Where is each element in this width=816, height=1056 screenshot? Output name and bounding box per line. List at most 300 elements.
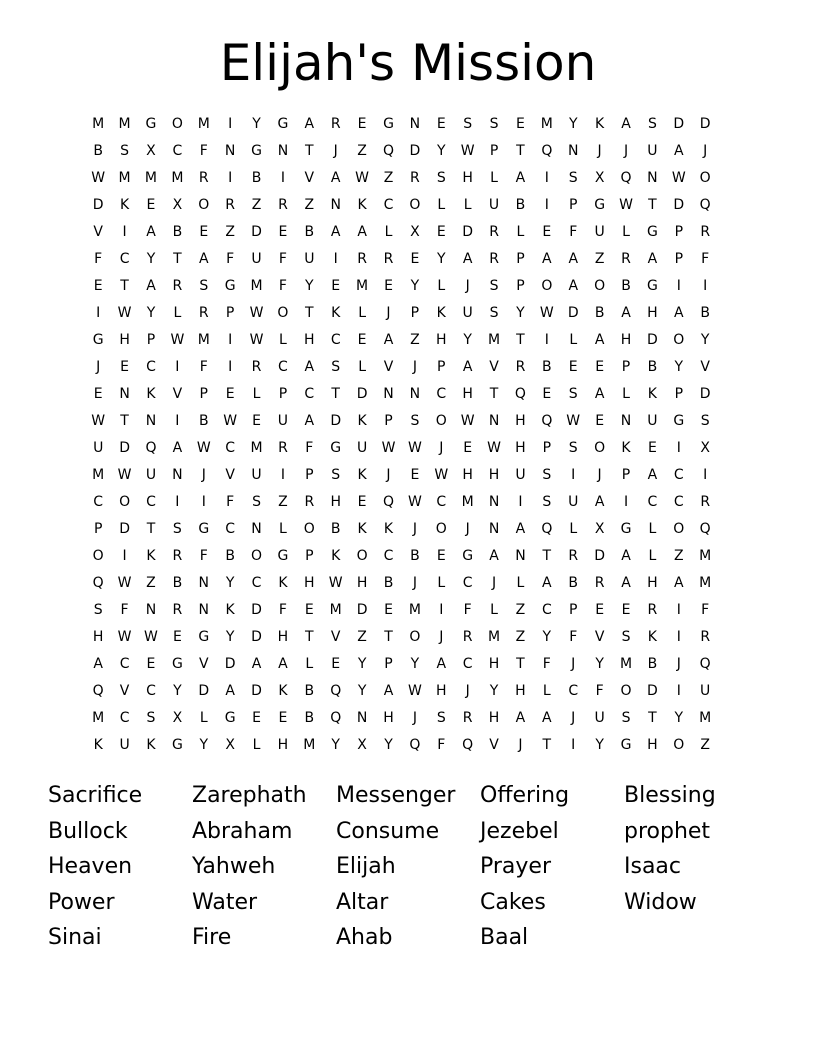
- grid-letter[interactable]: W: [223, 413, 238, 429]
- grid-letter[interactable]: O: [541, 278, 553, 294]
- grid-letter[interactable]: C: [225, 521, 236, 537]
- grid-letter[interactable]: O: [409, 197, 421, 213]
- grid-letter[interactable]: W: [407, 440, 422, 456]
- grid-letter[interactable]: L: [358, 359, 366, 375]
- grid-letter[interactable]: W: [328, 575, 343, 591]
- grid-letter[interactable]: J: [623, 143, 629, 159]
- grid-letter[interactable]: Y: [700, 332, 710, 348]
- grid-letter[interactable]: A: [594, 386, 605, 402]
- grid-letter[interactable]: B: [383, 575, 394, 591]
- grid-letter[interactable]: N: [488, 413, 500, 429]
- grid-letter[interactable]: A: [674, 143, 684, 159]
- grid-letter[interactable]: S: [489, 116, 499, 132]
- grid-letter[interactable]: N: [567, 143, 579, 159]
- grid-letter[interactable]: Q: [541, 521, 553, 537]
- grid-letter[interactable]: P: [225, 305, 235, 321]
- grid-letter[interactable]: Y: [331, 737, 340, 753]
- grid-letter[interactable]: T: [120, 413, 129, 429]
- grid-letter[interactable]: R: [489, 251, 499, 267]
- grid-letter[interactable]: L: [437, 197, 446, 213]
- grid-letter[interactable]: G: [198, 521, 210, 537]
- grid-letter[interactable]: L: [279, 332, 287, 348]
- grid-letter[interactable]: P: [621, 467, 631, 483]
- grid-letter[interactable]: Y: [225, 575, 235, 591]
- grid-letter[interactable]: Q: [514, 386, 526, 402]
- grid-letter[interactable]: B: [594, 305, 605, 321]
- grid-letter[interactable]: Y: [357, 683, 367, 699]
- grid-letter[interactable]: E: [357, 332, 367, 348]
- grid-letter[interactable]: M: [540, 116, 553, 132]
- grid-letter[interactable]: D: [251, 683, 262, 699]
- grid-letter[interactable]: N: [145, 602, 157, 618]
- grid-letter[interactable]: S: [463, 116, 473, 132]
- grid-letter[interactable]: W: [619, 197, 633, 213]
- grid-letter[interactable]: E: [516, 116, 525, 132]
- grid-letter[interactable]: O: [673, 332, 685, 348]
- grid-letter[interactable]: W: [407, 683, 422, 699]
- grid-letter[interactable]: L: [305, 656, 314, 672]
- grid-letter[interactable]: E: [146, 656, 156, 672]
- grid-letter[interactable]: Y: [595, 656, 604, 672]
- grid-letter[interactable]: D: [356, 602, 368, 618]
- grid-letter[interactable]: U: [304, 251, 315, 267]
- grid-letter[interactable]: O: [171, 116, 183, 132]
- grid-letter[interactable]: Q: [92, 683, 104, 699]
- grid-letter[interactable]: Y: [436, 251, 446, 267]
- grid-letter[interactable]: K: [357, 521, 367, 537]
- grid-letter[interactable]: K: [357, 467, 367, 483]
- grid-letter[interactable]: E: [384, 278, 393, 294]
- grid-letter[interactable]: R: [410, 170, 420, 186]
- grid-letter[interactable]: M: [197, 332, 210, 348]
- grid-letter[interactable]: A: [330, 170, 341, 186]
- grid-letter[interactable]: M: [250, 440, 263, 456]
- grid-letter[interactable]: Y: [674, 710, 684, 726]
- grid-letter[interactable]: I: [228, 332, 233, 348]
- grid-letter[interactable]: C: [225, 440, 236, 456]
- grid-letter[interactable]: A: [674, 305, 684, 321]
- grid-letter[interactable]: Q: [382, 494, 394, 510]
- grid-letter[interactable]: H: [647, 305, 658, 321]
- grid-letter[interactable]: X: [225, 737, 235, 753]
- grid-letter[interactable]: K: [331, 305, 341, 321]
- grid-letter[interactable]: T: [516, 332, 525, 348]
- grid-letter[interactable]: U: [568, 494, 579, 510]
- grid-letter[interactable]: E: [357, 494, 367, 510]
- grid-letter[interactable]: L: [173, 305, 182, 321]
- grid-letter[interactable]: V: [304, 170, 315, 186]
- grid-letter[interactable]: X: [172, 197, 183, 213]
- grid-letter[interactable]: K: [436, 305, 446, 321]
- grid-letter[interactable]: R: [621, 251, 631, 267]
- grid-letter[interactable]: H: [92, 629, 104, 645]
- grid-letter[interactable]: Y: [305, 278, 314, 294]
- grid-letter[interactable]: E: [252, 413, 261, 429]
- grid-letter[interactable]: K: [357, 413, 367, 429]
- grid-letter[interactable]: P: [146, 332, 156, 348]
- grid-letter[interactable]: X: [410, 224, 420, 240]
- grid-letter[interactable]: X: [172, 710, 183, 726]
- grid-letter[interactable]: J: [518, 737, 523, 753]
- grid-letter[interactable]: N: [488, 494, 500, 510]
- grid-letter[interactable]: P: [516, 278, 525, 294]
- grid-letter[interactable]: L: [516, 224, 525, 240]
- grid-letter[interactable]: Q: [462, 737, 474, 753]
- grid-letter[interactable]: B: [647, 656, 658, 672]
- grid-letter[interactable]: I: [96, 305, 101, 321]
- grid-letter[interactable]: H: [304, 575, 315, 591]
- grid-letter[interactable]: C: [330, 332, 341, 348]
- grid-letter[interactable]: C: [119, 656, 130, 672]
- grid-letter[interactable]: O: [303, 521, 315, 537]
- grid-letter[interactable]: K: [146, 386, 156, 402]
- grid-letter[interactable]: R: [462, 710, 473, 726]
- grid-letter[interactable]: W: [91, 413, 106, 429]
- grid-letter[interactable]: N: [488, 521, 500, 537]
- grid-letter[interactable]: J: [333, 143, 338, 159]
- grid-letter[interactable]: Q: [330, 683, 342, 699]
- grid-letter[interactable]: A: [568, 251, 579, 267]
- grid-letter[interactable]: C: [119, 251, 130, 267]
- grid-letter[interactable]: A: [621, 116, 631, 132]
- grid-letter[interactable]: M: [699, 710, 712, 726]
- grid-letter[interactable]: M: [488, 629, 501, 645]
- grid-letter[interactable]: H: [304, 332, 315, 348]
- grid-letter[interactable]: D: [198, 683, 210, 699]
- grid-letter[interactable]: M: [118, 116, 131, 132]
- grid-letter[interactable]: D: [119, 440, 130, 456]
- grid-letter[interactable]: W: [566, 413, 581, 429]
- grid-letter[interactable]: A: [304, 413, 315, 429]
- grid-letter[interactable]: X: [594, 170, 605, 186]
- grid-letter[interactable]: V: [700, 359, 710, 375]
- grid-letter[interactable]: W: [487, 440, 501, 456]
- grid-letter[interactable]: E: [436, 116, 446, 132]
- grid-letter[interactable]: Z: [515, 629, 526, 645]
- grid-letter[interactable]: P: [305, 548, 314, 564]
- grid-letter[interactable]: X: [146, 143, 156, 159]
- grid-letter[interactable]: F: [569, 224, 578, 240]
- grid-letter[interactable]: A: [383, 332, 394, 348]
- grid-letter[interactable]: J: [597, 467, 602, 483]
- grid-letter[interactable]: S: [647, 116, 657, 132]
- grid-letter[interactable]: P: [437, 359, 446, 375]
- grid-letter[interactable]: F: [199, 548, 208, 564]
- grid-letter[interactable]: M: [619, 656, 633, 672]
- grid-letter[interactable]: E: [595, 413, 605, 429]
- grid-letter[interactable]: W: [249, 305, 264, 321]
- grid-letter[interactable]: P: [542, 440, 552, 456]
- grid-letter[interactable]: R: [278, 440, 288, 456]
- grid-letter[interactable]: A: [93, 656, 103, 672]
- grid-letter[interactable]: B: [621, 278, 631, 294]
- grid-letter[interactable]: Q: [409, 737, 421, 753]
- grid-letter[interactable]: T: [331, 386, 340, 402]
- grid-letter[interactable]: E: [93, 386, 103, 402]
- grid-letter[interactable]: I: [201, 494, 206, 510]
- grid-letter[interactable]: E: [278, 224, 288, 240]
- grid-letter[interactable]: I: [676, 629, 681, 645]
- grid-letter[interactable]: A: [462, 251, 473, 267]
- grid-letter[interactable]: P: [674, 251, 684, 267]
- grid-letter[interactable]: R: [357, 251, 367, 267]
- grid-letter[interactable]: C: [436, 494, 447, 510]
- grid-letter[interactable]: U: [700, 683, 711, 699]
- grid-letter[interactable]: J: [571, 710, 576, 726]
- grid-letter[interactable]: G: [171, 737, 183, 753]
- grid-letter[interactable]: E: [304, 602, 314, 618]
- grid-letter[interactable]: A: [357, 224, 367, 240]
- grid-letter[interactable]: C: [568, 683, 579, 699]
- grid-letter[interactable]: K: [647, 629, 657, 645]
- grid-letter[interactable]: A: [647, 251, 658, 267]
- grid-letter[interactable]: I: [228, 170, 233, 186]
- grid-letter[interactable]: M: [329, 602, 342, 618]
- grid-letter[interactable]: D: [647, 332, 658, 348]
- grid-letter[interactable]: Y: [516, 305, 525, 321]
- grid-letter[interactable]: W: [460, 143, 475, 159]
- grid-letter[interactable]: E: [278, 710, 288, 726]
- grid-letter[interactable]: N: [409, 116, 421, 132]
- grid-letter[interactable]: Q: [699, 656, 711, 672]
- grid-letter[interactable]: V: [119, 683, 130, 699]
- grid-letter[interactable]: O: [119, 494, 131, 510]
- grid-letter[interactable]: J: [96, 359, 101, 375]
- grid-letter[interactable]: Y: [410, 278, 420, 294]
- grid-letter[interactable]: H: [383, 710, 394, 726]
- grid-letter[interactable]: C: [146, 359, 156, 375]
- grid-letter[interactable]: Y: [225, 629, 235, 645]
- grid-letter[interactable]: S: [120, 143, 130, 159]
- grid-letter[interactable]: J: [412, 359, 417, 375]
- grid-letter[interactable]: U: [488, 197, 500, 213]
- grid-letter[interactable]: W: [117, 629, 132, 645]
- grid-letter[interactable]: W: [117, 575, 132, 591]
- grid-letter[interactable]: X: [700, 440, 710, 456]
- grid-letter[interactable]: E: [410, 251, 420, 267]
- grid-letter[interactable]: A: [674, 575, 684, 591]
- grid-letter[interactable]: R: [594, 575, 605, 591]
- grid-letter[interactable]: B: [330, 521, 341, 537]
- grid-letter[interactable]: O: [673, 521, 685, 537]
- grid-letter[interactable]: M: [144, 170, 158, 186]
- grid-letter[interactable]: R: [647, 602, 658, 618]
- grid-letter[interactable]: S: [172, 521, 182, 537]
- grid-letter[interactable]: T: [384, 629, 393, 645]
- grid-letter[interactable]: R: [515, 359, 526, 375]
- grid-letter[interactable]: D: [699, 386, 711, 402]
- grid-letter[interactable]: N: [356, 710, 368, 726]
- grid-letter[interactable]: I: [439, 602, 444, 618]
- grid-letter[interactable]: H: [515, 440, 526, 456]
- grid-letter[interactable]: R: [278, 197, 288, 213]
- grid-letter[interactable]: U: [594, 710, 605, 726]
- grid-letter[interactable]: E: [595, 359, 605, 375]
- grid-letter[interactable]: A: [515, 170, 526, 186]
- grid-letter[interactable]: I: [544, 197, 549, 213]
- grid-letter[interactable]: E: [436, 548, 446, 564]
- grid-letter[interactable]: W: [381, 440, 396, 456]
- grid-letter[interactable]: Z: [146, 575, 156, 591]
- grid-letter[interactable]: I: [703, 278, 708, 294]
- grid-letter[interactable]: I: [623, 494, 629, 510]
- grid-letter[interactable]: B: [251, 170, 262, 186]
- grid-letter[interactable]: M: [92, 710, 105, 726]
- grid-letter[interactable]: E: [384, 602, 393, 618]
- grid-letter[interactable]: A: [621, 305, 631, 321]
- grid-letter[interactable]: U: [647, 143, 658, 159]
- grid-letter[interactable]: N: [515, 548, 526, 564]
- grid-letter[interactable]: J: [465, 521, 470, 537]
- grid-letter[interactable]: A: [330, 224, 341, 240]
- grid-letter[interactable]: R: [225, 197, 236, 213]
- grid-letter[interactable]: W: [539, 305, 554, 321]
- grid-letter[interactable]: A: [278, 656, 288, 672]
- grid-letter[interactable]: B: [410, 548, 420, 564]
- grid-letter[interactable]: G: [224, 278, 236, 294]
- grid-letter[interactable]: M: [699, 575, 712, 591]
- grid-letter[interactable]: G: [251, 143, 262, 159]
- grid-letter[interactable]: P: [569, 602, 578, 618]
- grid-letter[interactable]: V: [198, 656, 209, 672]
- grid-letter[interactable]: A: [304, 116, 315, 132]
- grid-letter[interactable]: H: [436, 332, 447, 348]
- grid-letter[interactable]: F: [199, 143, 208, 159]
- grid-letter[interactable]: I: [280, 170, 285, 186]
- grid-letter[interactable]: Q: [620, 170, 632, 186]
- grid-letter[interactable]: Y: [568, 116, 578, 132]
- grid-letter[interactable]: F: [120, 602, 129, 618]
- grid-letter[interactable]: Q: [541, 413, 553, 429]
- grid-letter[interactable]: E: [436, 224, 446, 240]
- grid-letter[interactable]: Y: [463, 332, 472, 348]
- grid-letter[interactable]: I: [703, 467, 708, 483]
- grid-letter[interactable]: A: [146, 278, 156, 294]
- grid-letter[interactable]: T: [173, 251, 182, 267]
- grid-letter[interactable]: D: [356, 386, 368, 402]
- grid-letter[interactable]: S: [199, 278, 209, 294]
- grid-letter[interactable]: F: [437, 737, 446, 753]
- grid-letter[interactable]: H: [462, 170, 473, 186]
- grid-letter[interactable]: T: [648, 197, 657, 213]
- grid-letter[interactable]: B: [304, 683, 315, 699]
- grid-letter[interactable]: H: [647, 575, 658, 591]
- grid-letter[interactable]: C: [146, 683, 156, 699]
- grid-letter[interactable]: S: [436, 710, 446, 726]
- grid-letter[interactable]: Y: [674, 359, 684, 375]
- grid-letter[interactable]: K: [146, 737, 156, 753]
- grid-letter[interactable]: U: [145, 467, 157, 483]
- grid-letter[interactable]: M: [171, 170, 184, 186]
- grid-letter[interactable]: G: [620, 521, 632, 537]
- grid-letter[interactable]: R: [489, 224, 499, 240]
- grid-letter[interactable]: B: [304, 224, 315, 240]
- grid-letter[interactable]: U: [119, 737, 130, 753]
- grid-letter[interactable]: G: [673, 413, 685, 429]
- grid-letter[interactable]: J: [491, 575, 497, 591]
- grid-letter[interactable]: K: [647, 386, 657, 402]
- grid-letter[interactable]: C: [462, 656, 473, 672]
- grid-letter[interactable]: E: [225, 386, 235, 402]
- grid-letter[interactable]: T: [516, 656, 525, 672]
- grid-letter[interactable]: K: [93, 737, 103, 753]
- grid-letter[interactable]: B: [93, 143, 103, 159]
- grid-letter[interactable]: U: [462, 305, 473, 321]
- grid-letter[interactable]: L: [384, 224, 393, 240]
- grid-letter[interactable]: E: [252, 710, 261, 726]
- grid-letter[interactable]: V: [383, 359, 394, 375]
- grid-letter[interactable]: H: [515, 413, 526, 429]
- grid-letter[interactable]: G: [198, 629, 210, 645]
- grid-letter[interactable]: L: [490, 170, 498, 186]
- grid-letter[interactable]: A: [172, 440, 183, 456]
- grid-letter[interactable]: I: [175, 413, 180, 429]
- grid-letter[interactable]: N: [224, 143, 236, 159]
- grid-letter[interactable]: H: [277, 629, 289, 645]
- grid-letter[interactable]: E: [463, 440, 473, 456]
- grid-letter[interactable]: G: [330, 440, 342, 456]
- grid-letter[interactable]: R: [198, 170, 209, 186]
- grid-letter[interactable]: F: [305, 440, 314, 456]
- grid-letter[interactable]: L: [516, 575, 525, 591]
- grid-letter[interactable]: N: [277, 143, 289, 159]
- grid-letter[interactable]: A: [383, 683, 394, 699]
- grid-letter[interactable]: O: [620, 683, 632, 699]
- grid-letter[interactable]: N: [119, 386, 130, 402]
- grid-letter[interactable]: E: [331, 278, 341, 294]
- grid-letter[interactable]: A: [568, 278, 579, 294]
- grid-letter[interactable]: P: [516, 251, 525, 267]
- grid-letter[interactable]: I: [571, 737, 576, 753]
- grid-letter[interactable]: B: [568, 575, 579, 591]
- grid-letter[interactable]: P: [278, 386, 288, 402]
- grid-letter[interactable]: B: [647, 359, 658, 375]
- grid-letter[interactable]: E: [357, 116, 367, 132]
- grid-letter[interactable]: C: [119, 710, 130, 726]
- grid-letter[interactable]: Y: [252, 116, 261, 132]
- grid-letter[interactable]: B: [304, 710, 315, 726]
- grid-letter[interactable]: Q: [699, 197, 711, 213]
- grid-letter[interactable]: H: [647, 737, 658, 753]
- grid-letter[interactable]: D: [673, 116, 685, 132]
- grid-letter[interactable]: Z: [304, 197, 315, 213]
- grid-letter[interactable]: Y: [436, 143, 446, 159]
- grid-letter[interactable]: Q: [541, 143, 553, 159]
- grid-letter[interactable]: H: [356, 575, 368, 591]
- grid-letter[interactable]: K: [331, 548, 341, 564]
- grid-letter[interactable]: N: [620, 413, 632, 429]
- grid-letter[interactable]: H: [488, 656, 500, 672]
- grid-letter[interactable]: C: [93, 494, 104, 510]
- grid-letter[interactable]: L: [648, 521, 657, 537]
- grid-letter[interactable]: K: [278, 575, 288, 591]
- grid-letter[interactable]: L: [463, 197, 472, 213]
- grid-letter[interactable]: P: [384, 413, 393, 429]
- grid-letter[interactable]: S: [93, 602, 103, 618]
- grid-letter[interactable]: Y: [146, 251, 156, 267]
- grid-letter[interactable]: N: [647, 170, 658, 186]
- grid-letter[interactable]: V: [172, 386, 183, 402]
- grid-letter[interactable]: L: [542, 683, 551, 699]
- grid-letter[interactable]: J: [412, 521, 417, 537]
- grid-letter[interactable]: E: [568, 359, 578, 375]
- grid-letter[interactable]: D: [699, 116, 711, 132]
- grid-letter[interactable]: Z: [410, 332, 420, 348]
- grid-letter[interactable]: O: [251, 548, 263, 564]
- grid-letter[interactable]: F: [199, 359, 208, 375]
- grid-letter[interactable]: H: [488, 710, 500, 726]
- grid-letter[interactable]: R: [172, 602, 183, 618]
